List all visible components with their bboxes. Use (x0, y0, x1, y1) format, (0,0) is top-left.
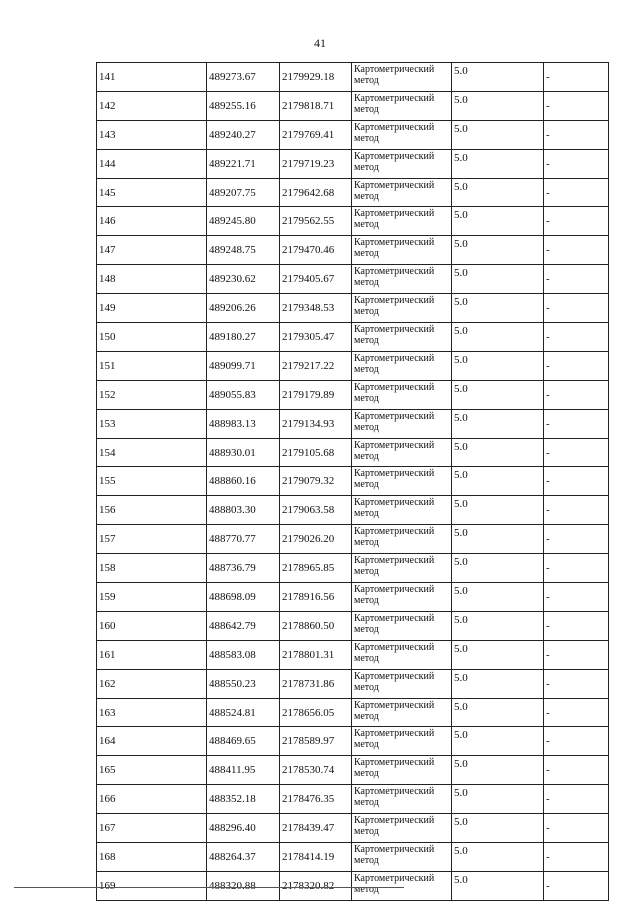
accuracy-cell: 5.0 (452, 554, 544, 583)
note-cell: - (544, 207, 609, 236)
method-cell: Картометрический метод (352, 120, 452, 149)
x-coordinate-cell: 489099.71 (207, 351, 280, 380)
y-coordinate-cell: 2178860.50 (280, 611, 352, 640)
note-cell: - (544, 611, 609, 640)
point-number-cell: 165 (97, 756, 207, 785)
note-cell: - (544, 91, 609, 120)
x-coordinate-cell: 488264.37 (207, 843, 280, 872)
note-cell: - (544, 178, 609, 207)
point-number-cell: 141 (97, 63, 207, 92)
table-row (97, 727, 609, 756)
method-cell: Картометрический метод (352, 727, 452, 756)
note-cell: - (544, 843, 609, 872)
method-cell: Картометрический метод (352, 294, 452, 323)
accuracy-cell: 5.0 (452, 698, 544, 727)
method-cell: Картометрический метод (352, 63, 452, 92)
method-cell: Картометрический метод (352, 698, 452, 727)
accuracy-cell: 5.0 (452, 63, 544, 92)
table-row (97, 785, 609, 814)
note-cell: - (544, 785, 609, 814)
note-cell: - (544, 698, 609, 727)
y-coordinate-cell: 2179642.68 (280, 178, 352, 207)
page-number: 41 (314, 36, 326, 50)
table-row (97, 669, 609, 698)
x-coordinate-cell: 488803.30 (207, 496, 280, 525)
method-cell: Картометрический метод (352, 236, 452, 265)
table-row (97, 380, 609, 409)
table-row (97, 178, 609, 207)
accuracy-cell: 5.0 (452, 265, 544, 294)
method-cell: Картометрический метод (352, 669, 452, 698)
note-cell: - (544, 149, 609, 178)
accuracy-cell: 5.0 (452, 871, 544, 900)
note-cell: - (544, 236, 609, 265)
accuracy-cell: 5.0 (452, 294, 544, 323)
note-cell: - (544, 669, 609, 698)
point-number-cell: 151 (97, 351, 207, 380)
y-coordinate-cell: 2178965.85 (280, 554, 352, 583)
table-row (97, 120, 609, 149)
footer-rule (14, 887, 404, 888)
point-number-cell: 144 (97, 149, 207, 178)
x-coordinate-cell: 489245.80 (207, 207, 280, 236)
table-row (97, 91, 609, 120)
method-cell: Картометрический метод (352, 91, 452, 120)
y-coordinate-cell: 2179769.41 (280, 120, 352, 149)
point-number-cell: 158 (97, 554, 207, 583)
note-cell: - (544, 467, 609, 496)
point-number-cell: 169 (97, 871, 207, 900)
note-cell: - (544, 554, 609, 583)
table-row (97, 323, 609, 352)
note-cell: - (544, 380, 609, 409)
accuracy-cell: 5.0 (452, 756, 544, 785)
note-cell: - (544, 438, 609, 467)
x-coordinate-cell: 489221.71 (207, 149, 280, 178)
x-coordinate-cell: 489240.27 (207, 120, 280, 149)
accuracy-cell: 5.0 (452, 236, 544, 265)
accuracy-cell: 5.0 (452, 207, 544, 236)
y-coordinate-cell: 2179217.22 (280, 351, 352, 380)
y-coordinate-cell: 2178476.35 (280, 785, 352, 814)
point-number-cell: 150 (97, 323, 207, 352)
accuracy-cell: 5.0 (452, 178, 544, 207)
point-number-cell: 143 (97, 120, 207, 149)
note-cell: - (544, 120, 609, 149)
table-row (97, 63, 609, 92)
y-coordinate-cell: 2179305.47 (280, 323, 352, 352)
x-coordinate-cell: 488770.77 (207, 525, 280, 554)
y-coordinate-cell: 2179063.58 (280, 496, 352, 525)
point-number-cell: 152 (97, 380, 207, 409)
accuracy-cell: 5.0 (452, 843, 544, 872)
y-coordinate-cell: 2179105.68 (280, 438, 352, 467)
table-row (97, 467, 609, 496)
x-coordinate-cell: 489248.75 (207, 236, 280, 265)
point-number-cell: 145 (97, 178, 207, 207)
accuracy-cell: 5.0 (452, 814, 544, 843)
point-number-cell: 168 (97, 843, 207, 872)
coordinates-table (96, 62, 609, 901)
x-coordinate-cell: 488411.95 (207, 756, 280, 785)
table-row (97, 351, 609, 380)
method-cell: Картометрический метод (352, 785, 452, 814)
point-number-cell: 167 (97, 814, 207, 843)
note-cell: - (544, 63, 609, 92)
point-number-cell: 146 (97, 207, 207, 236)
accuracy-cell: 5.0 (452, 149, 544, 178)
accuracy-cell: 5.0 (452, 785, 544, 814)
point-number-cell: 153 (97, 409, 207, 438)
method-cell: Картометрический метод (352, 380, 452, 409)
x-coordinate-cell: 488296.40 (207, 814, 280, 843)
y-coordinate-cell: 2178731.86 (280, 669, 352, 698)
note-cell: - (544, 640, 609, 669)
y-coordinate-cell: 2179179.89 (280, 380, 352, 409)
table-row (97, 640, 609, 669)
y-coordinate-cell: 2179134.93 (280, 409, 352, 438)
method-cell: Картометрический метод (352, 438, 452, 467)
y-coordinate-cell: 2179719.23 (280, 149, 352, 178)
point-number-cell: 142 (97, 91, 207, 120)
accuracy-cell: 5.0 (452, 409, 544, 438)
table-body (97, 63, 609, 901)
point-number-cell: 163 (97, 698, 207, 727)
table-row (97, 554, 609, 583)
note-cell: - (544, 294, 609, 323)
note-cell: - (544, 496, 609, 525)
method-cell: Картометрический метод (352, 583, 452, 612)
x-coordinate-cell: 488930.01 (207, 438, 280, 467)
method-cell: Картометрический метод (352, 207, 452, 236)
note-cell: - (544, 323, 609, 352)
accuracy-cell: 5.0 (452, 611, 544, 640)
method-cell: Картометрический метод (352, 814, 452, 843)
x-coordinate-cell: 489207.75 (207, 178, 280, 207)
x-coordinate-cell: 488550.23 (207, 669, 280, 698)
note-cell: - (544, 525, 609, 554)
method-cell: Картометрический метод (352, 149, 452, 178)
point-number-cell: 157 (97, 525, 207, 554)
method-cell: Картометрический метод (352, 467, 452, 496)
point-number-cell: 166 (97, 785, 207, 814)
x-coordinate-cell: 488736.79 (207, 554, 280, 583)
accuracy-cell: 5.0 (452, 583, 544, 612)
table-row (97, 843, 609, 872)
x-coordinate-cell: 488583.08 (207, 640, 280, 669)
y-coordinate-cell: 2178439.47 (280, 814, 352, 843)
y-coordinate-cell: 2179079.32 (280, 467, 352, 496)
point-number-cell: 155 (97, 467, 207, 496)
x-coordinate-cell: 488469.65 (207, 727, 280, 756)
y-coordinate-cell: 2179026.20 (280, 525, 352, 554)
x-coordinate-cell: 489230.62 (207, 265, 280, 294)
method-cell: Картометрический метод (352, 351, 452, 380)
x-coordinate-cell: 489273.67 (207, 63, 280, 92)
y-coordinate-cell: 2179929.18 (280, 63, 352, 92)
y-coordinate-cell: 2178320.82 (280, 871, 352, 900)
x-coordinate-cell: 488352.18 (207, 785, 280, 814)
note-cell: - (544, 409, 609, 438)
method-cell: Картометрический метод (352, 323, 452, 352)
table-row (97, 207, 609, 236)
note-cell: - (544, 583, 609, 612)
accuracy-cell: 5.0 (452, 640, 544, 669)
point-number-cell: 147 (97, 236, 207, 265)
method-cell: Картометрический метод (352, 265, 452, 294)
accuracy-cell: 5.0 (452, 669, 544, 698)
y-coordinate-cell: 2178916.56 (280, 583, 352, 612)
table-row (97, 294, 609, 323)
point-number-cell: 159 (97, 583, 207, 612)
table-row (97, 525, 609, 554)
y-coordinate-cell: 2178414.19 (280, 843, 352, 872)
table-row (97, 496, 609, 525)
note-cell: - (544, 727, 609, 756)
point-number-cell: 154 (97, 438, 207, 467)
table-row (97, 756, 609, 785)
x-coordinate-cell: 488642.79 (207, 611, 280, 640)
note-cell: - (544, 265, 609, 294)
accuracy-cell: 5.0 (452, 496, 544, 525)
table-row (97, 583, 609, 612)
x-coordinate-cell: 488860.16 (207, 467, 280, 496)
table-row (97, 698, 609, 727)
y-coordinate-cell: 2179818.71 (280, 91, 352, 120)
x-coordinate-cell: 489206.26 (207, 294, 280, 323)
point-number-cell: 156 (97, 496, 207, 525)
x-coordinate-cell: 489255.16 (207, 91, 280, 120)
point-number-cell: 162 (97, 669, 207, 698)
method-cell: Картометрический метод (352, 409, 452, 438)
table-row (97, 265, 609, 294)
method-cell: Картометрический метод (352, 611, 452, 640)
note-cell: - (544, 756, 609, 785)
note-cell: - (544, 871, 609, 900)
accuracy-cell: 5.0 (452, 438, 544, 467)
x-coordinate-cell: 489055.83 (207, 380, 280, 409)
accuracy-cell: 5.0 (452, 91, 544, 120)
accuracy-cell: 5.0 (452, 525, 544, 554)
table-row (97, 438, 609, 467)
note-cell: - (544, 814, 609, 843)
accuracy-cell: 5.0 (452, 467, 544, 496)
method-cell: Картометрический метод (352, 178, 452, 207)
method-cell: Картометрический метод (352, 640, 452, 669)
point-number-cell: 148 (97, 265, 207, 294)
y-coordinate-cell: 2178589.97 (280, 727, 352, 756)
x-coordinate-cell: 488983.13 (207, 409, 280, 438)
x-coordinate-cell: 488698.09 (207, 583, 280, 612)
note-cell: - (544, 351, 609, 380)
table-row (97, 236, 609, 265)
table-row (97, 149, 609, 178)
y-coordinate-cell: 2179562.55 (280, 207, 352, 236)
table-row (97, 409, 609, 438)
x-coordinate-cell: 489180.27 (207, 323, 280, 352)
point-number-cell: 161 (97, 640, 207, 669)
accuracy-cell: 5.0 (452, 727, 544, 756)
x-coordinate-cell: 488320.88 (207, 871, 280, 900)
point-number-cell: 164 (97, 727, 207, 756)
table-row (97, 871, 609, 900)
method-cell: Картометрический метод (352, 871, 452, 900)
method-cell: Картометрический метод (352, 496, 452, 525)
point-number-cell: 160 (97, 611, 207, 640)
table-row (97, 611, 609, 640)
accuracy-cell: 5.0 (452, 323, 544, 352)
accuracy-cell: 5.0 (452, 120, 544, 149)
y-coordinate-cell: 2178801.31 (280, 640, 352, 669)
x-coordinate-cell: 488524.81 (207, 698, 280, 727)
y-coordinate-cell: 2178530.74 (280, 756, 352, 785)
y-coordinate-cell: 2179470.46 (280, 236, 352, 265)
y-coordinate-cell: 2179405.67 (280, 265, 352, 294)
method-cell: Картометрический метод (352, 756, 452, 785)
y-coordinate-cell: 2178656.05 (280, 698, 352, 727)
method-cell: Картометрический метод (352, 843, 452, 872)
method-cell: Картометрический метод (352, 525, 452, 554)
table-row (97, 814, 609, 843)
method-cell: Картометрический метод (352, 554, 452, 583)
accuracy-cell: 5.0 (452, 380, 544, 409)
accuracy-cell: 5.0 (452, 351, 544, 380)
y-coordinate-cell: 2179348.53 (280, 294, 352, 323)
point-number-cell: 149 (97, 294, 207, 323)
